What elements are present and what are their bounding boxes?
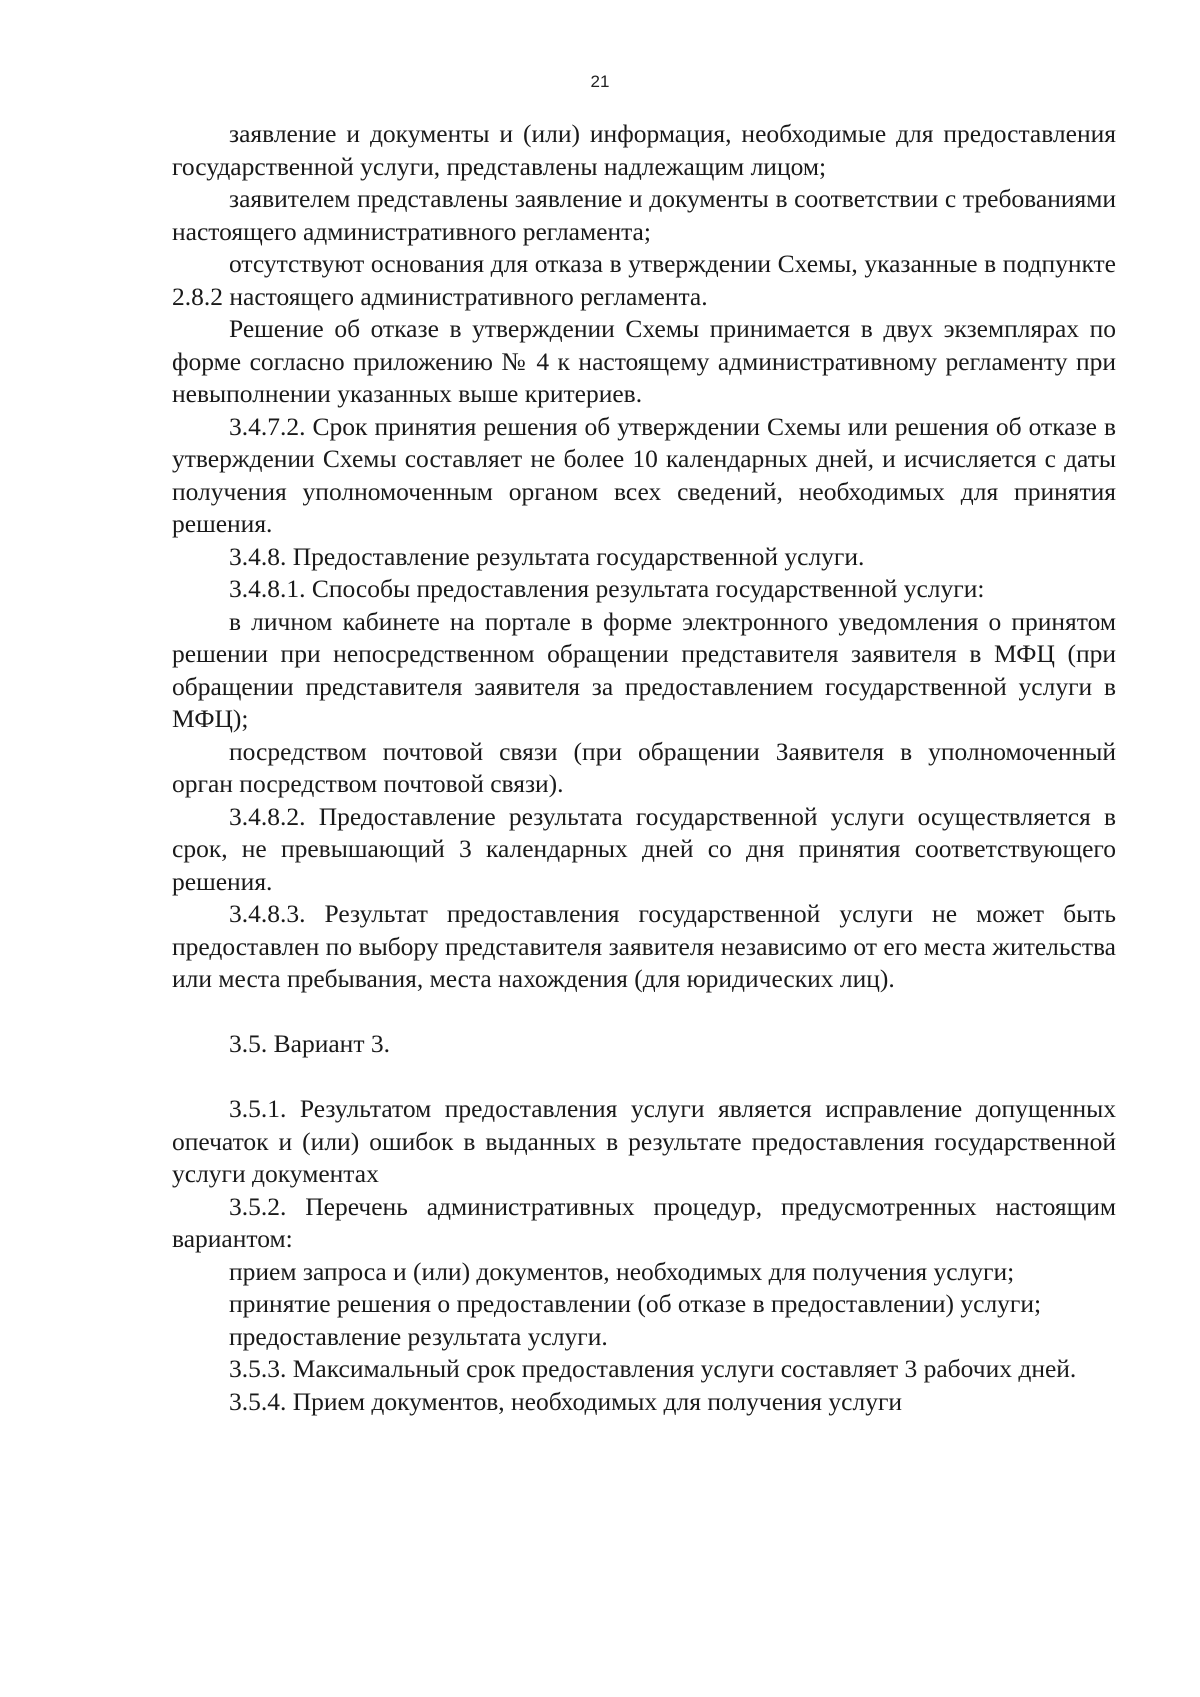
paragraph-3-5-3: 3.5.3. Максимальный срок предоставления услуги составляет 3 рабочих дней. [229, 1354, 1077, 1383]
paragraph-criteria-2: заявителем представлены заявление и документы в соответствии с требованиями настоящего административного регламента; [172, 184, 1116, 246]
paragraph-3-5-1: 3.5.1. Результатом предоставления услуги является исправление допущенных опечаток и (или) ошибок в выданных в результате предоставления государственной услуги документах [172, 1094, 1116, 1188]
spacer [172, 996, 1116, 1029]
paragraph-criteria-1: заявление и документы и (или) информация, необходимые для предоставления государственной услуги, представлены надлежащим лицом; [172, 119, 1116, 181]
paragraph-refusal-decision: Решение об отказе в утверждении Схемы принимается в двух экземплярах по форме согласно приложению № 4 к настоящему административному регламенту при невыполнении указанных выше критериев. [172, 314, 1116, 408]
list-item-procedure-3: предоставление результата услуги. [229, 1321, 608, 1351]
paragraph-3-4-8: 3.4.8. Предоставление результата государственной услуги. [229, 541, 865, 571]
paragraph-3-5-4: 3.5.4. Прием документов, необходимых для получения услуги [229, 1386, 903, 1416]
paragraph-method-post: посредством почтовой связи (при обращении Заявителя в уполномоченный орган посредством почтовой связи). [172, 736, 1116, 798]
paragraph-3-4-7-2: 3.4.7.2. Срок принятия решения об утверждении Схемы или решения об отказе в утверждении Схемы составляет не более 10 календарных дней, и исчисляется с даты получения уполномоченным органом всех сведений, необходимых для принятия решения. [172, 411, 1116, 538]
paragraph-criteria-3: отсутствуют основания для отказа в утверждении Схемы, указанные в подпункте 2.8.2 настоящего административного регламента. [172, 249, 1116, 311]
spacer [172, 1061, 1116, 1094]
paragraph-3-4-8-1: 3.4.8.1. Способы предоставления результата государственной услуги: [229, 574, 985, 603]
paragraph-3-4-8-3: 3.4.8.3. Результат предоставления государственной услуги не может быть предоставлен по выбору представителя заявителя независимо от его места жительства или места пребывания, места нахождения (для юридических лиц). [172, 899, 1116, 993]
list-item-procedure-1: прием запроса и (или) документов, необходимых для получения услуги; [229, 1256, 1015, 1286]
section-heading-3-5: 3.5. Вариант 3. [229, 1029, 390, 1058]
page-number: 21 [590, 72, 610, 91]
paragraph-3-4-8-2: 3.4.8.2. Предоставление результата государственной услуги осуществляется в срок, не превышающий 3 календарных дней со дня принятия соответствующего решения. [172, 801, 1116, 896]
list-item-procedure-2: принятие решения о предоставлении (об отказе в предоставлении) услуги; [229, 1289, 1042, 1318]
paragraph-method-portal: в личном кабинете на портале в форме электронного уведомления о принятом решении при непосредственном обращении представителя заявителя в МФЦ (при обращении представителя заявителя за предоставлением государственной услуги в МФЦ); [172, 606, 1116, 733]
document-body [172, 118, 1116, 1418]
paragraph-3-5-2: 3.5.2. Перечень административных процедур, предусмотренных настоящим вариантом: [172, 1191, 1116, 1253]
